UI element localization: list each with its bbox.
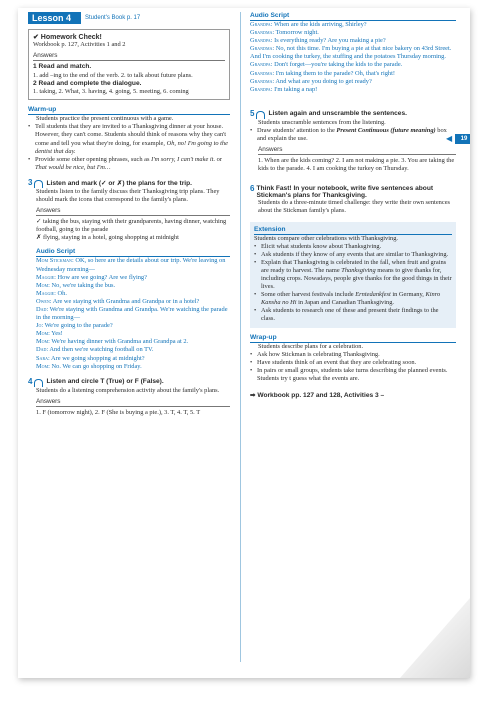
answers-label: Answers xyxy=(36,397,61,405)
script-line xyxy=(36,322,230,330)
warmup-heading: Warm-up xyxy=(28,106,57,114)
speaker-name: Mom: xyxy=(36,338,50,346)
extension-bullet-4: • Some other harvest festivals include Erntedankfest in Germany, Kinro Kansha no Hi in Japan and Canadian Thanksgiving. xyxy=(254,291,452,307)
script-line xyxy=(36,346,230,354)
script-line xyxy=(250,29,456,37)
answers-label: Answers xyxy=(36,207,61,215)
wrapup-heading: Wrap-up xyxy=(250,333,277,341)
script-line xyxy=(36,290,230,298)
line-text: OK, so here are the details about our trip. We're leaving on Wednesday morning— xyxy=(36,257,226,273)
extension-bullet-3: • Explain that Thanksgiving is celebrated in the fall, when fruit and grains are ready to harvest. The name Thanksgiving means to give thanks for, including crops. Nowadays, people give thanks for the good things in their lives. xyxy=(254,259,452,291)
activity-3-answer-1: ✓ taking the bus, staying with their grandparents, having dinner, watching football, going to the parade xyxy=(36,218,227,234)
script-line xyxy=(250,61,456,69)
script-line xyxy=(36,274,230,282)
speaker-name: Grandma: xyxy=(250,29,275,37)
line-text: And what are you doing to get ready? xyxy=(274,77,372,85)
line-text: I'm taking a nap! xyxy=(272,85,318,93)
warmup-intro: Students practice the present continuous with a game. xyxy=(36,115,174,123)
homework-title: ✔ Homework Check! xyxy=(33,34,102,41)
script-line xyxy=(36,355,230,363)
script-line xyxy=(36,363,230,371)
script-line xyxy=(250,37,456,45)
line-text: No, we're taking the bus. xyxy=(49,281,116,289)
column-divider xyxy=(240,12,241,662)
line-text: Is everything ready? Are you making a pie? xyxy=(272,37,386,45)
speaker-name: Grandma: xyxy=(250,69,275,77)
speaker-name: Mom Stickman: xyxy=(36,257,74,265)
warmup-bullet-2: • Provide some other opening phrases, such as I'm sorry, I can't make it. or That would be nice, but I'm… xyxy=(28,156,230,172)
arrow-left-icon: ◀ xyxy=(446,134,453,143)
lesson-header xyxy=(28,12,230,24)
activity-3-answer-2: ✗ flying, staying in a hotel, going shopping at midnight xyxy=(36,234,179,242)
activity-5-answers: 1. When are the kids coming? 2. I am not making a pie. 3. You are taking the kids to the parade. 4. I am cooking the turkey on Thursday. xyxy=(258,157,455,173)
extension-heading: Extension xyxy=(254,225,286,233)
q2-title: 2 Read and complete the dialogue. xyxy=(33,79,142,87)
activity-3-text: Students listen to the family discuss their Thanksgiving trip plans. They should mark the icons that correspond to the family's plans. xyxy=(36,187,220,204)
line-text: How are we going? Are we flying? xyxy=(55,273,147,281)
activity-5-title: 5 Listen again and unscramble the sentences. xyxy=(250,108,407,118)
lesson-tag: Lesson 4 xyxy=(28,12,81,24)
answers-label: Answers xyxy=(33,52,58,60)
audio-script-heading: Audio Script xyxy=(36,248,76,256)
line-text: I'm taking them to the parade? Oh, that's right! xyxy=(274,69,396,77)
activity-4-text: Students do a listening comprehension activity about the family's plans. xyxy=(36,386,220,394)
line-text: Don't forget—you're taking the kids to the parade. xyxy=(272,61,403,69)
q1-title: 1 Read and match. xyxy=(33,63,92,71)
wrapup-bullet-1: • Ask how Stickman is celebrating Thanksgiving. xyxy=(250,351,456,359)
script-line xyxy=(250,21,456,29)
line-text: Tomorrow night. xyxy=(274,29,319,37)
script-line xyxy=(250,78,456,86)
audio-script-1 xyxy=(28,248,230,370)
extension-bullet-2: • Ask students if they know of any events that are similar to Thanksgiving. xyxy=(254,251,452,259)
speaker-name: Grandpa: xyxy=(250,37,273,45)
speaker-name: Maggie: xyxy=(36,289,56,297)
script-line xyxy=(36,306,230,322)
speaker-name: Grandpa: xyxy=(250,85,273,93)
activity-4-answers: 1. F (tomorrow night), 2. F (She is buying a pie.), 3. T, 4. T, 5. T xyxy=(36,408,201,416)
line-text: Are we going shopping at midnight? xyxy=(49,354,145,362)
script-line xyxy=(250,86,456,94)
script-line xyxy=(36,338,230,346)
activity-6-text: Students do a three-minute timed challenge: they write their own sentences about the Stickman family's plans. xyxy=(258,199,451,215)
extension-box xyxy=(250,222,456,328)
speaker-name: Grandpa: xyxy=(250,21,273,28)
line-text: We're staying with Grandma and Grandpa. We're watching the parade in the morning— xyxy=(36,305,228,322)
line-text: No. We can go shopping on Friday. xyxy=(49,362,142,370)
right-column xyxy=(250,8,456,399)
script-line xyxy=(250,45,456,61)
activity-3-title: 3 Listen and mark (✓ or ✗) the plans for the trip. xyxy=(28,177,192,187)
speaker-name: Mom: xyxy=(36,281,50,289)
speaker-name: Mom: xyxy=(36,362,50,370)
audio-script-2-lines xyxy=(250,21,456,94)
wrapup-intro: Students describe plans for a celebration. xyxy=(258,342,364,350)
speaker-name: Mom: xyxy=(36,330,50,338)
speaker-name: Grandma: xyxy=(250,77,275,85)
audio-script-heading: Audio Script xyxy=(250,12,290,19)
line-text: Are we staying with Grandma and Grandpa or in a hotel? xyxy=(51,297,200,305)
script-line xyxy=(36,298,230,306)
workbook-reference: ➡ Workbook pp. 127 and 128, Activities 3 – xyxy=(250,392,385,399)
speaker-name: Dad: xyxy=(36,346,49,354)
page-curl xyxy=(400,598,470,678)
answers-label: Answers xyxy=(258,146,283,154)
line-text: And then we're watching football on TV. xyxy=(48,346,154,354)
line-text: When are the kids arriving, Shirley? xyxy=(272,21,367,28)
audio-script-2 xyxy=(250,12,456,94)
headphones-icon xyxy=(34,180,43,188)
teacher-guide-page xyxy=(18,8,470,678)
script-line xyxy=(36,282,230,290)
extension-bullet-1: • Elicit what students know about Thanksgiving. xyxy=(254,243,452,251)
wrapup-bullet-3: • In pairs or small groups, students take turns describing the planned events. Students try t guess what the events are. xyxy=(250,367,456,383)
speaker-name: Grandpa: xyxy=(250,61,273,69)
line-text: We're going to the parade? xyxy=(43,322,113,330)
speaker-name: Sara: xyxy=(36,354,50,362)
audio-script-1-lines xyxy=(36,257,230,370)
homework-check-box xyxy=(28,29,230,100)
speaker-name: Owen: xyxy=(36,297,52,305)
wrapup-bullet-2: • Have students think of an event that they are celebrating soon. xyxy=(250,359,456,367)
headphones-icon xyxy=(34,379,43,387)
q1-text: 1. add –ing to the end of the verb. 2. to talk about future plans. xyxy=(33,71,193,79)
line-text: No, not this time. I'm buying a pie at that nice bakery on 43rd Street. And I'm cooking the turkey, the stuffing and the potatoes Thursday morning. xyxy=(250,45,452,61)
headphones-icon xyxy=(256,111,265,119)
extension-bullet-5: • Ask students to research one of these and present their findings to the class. xyxy=(254,307,452,323)
line-text: We're having dinner with Grandma and Grandpa at 2. xyxy=(49,338,189,346)
activity-4-title: 4 Listen and circle T (True) or F (False). xyxy=(28,376,164,386)
speaker-name: Maggie: xyxy=(36,273,56,281)
activity-5-bullet: • Draw students' attention to the Present Continuous (future meaning) box and explain the use. xyxy=(250,127,456,143)
line-text: Oh. xyxy=(55,289,67,297)
speaker-name: Jo: xyxy=(36,322,44,330)
script-line xyxy=(250,70,456,78)
extension-intro: Students compare other celebrations with Thanksgiving. xyxy=(254,234,398,242)
speaker-name: Dad: xyxy=(36,305,49,313)
script-line xyxy=(36,257,230,273)
book-reference: Student's Book p. 17 xyxy=(85,15,141,21)
homework-line: Workbook p. 127, Activities 1 and 2 xyxy=(33,41,126,48)
warmup-bullet-1: • Tell students that they are invited to a Thanksgiving dinner at your house. However, they can't come. Students should think of reasons why they can't come and tell you what they're doing, for example, Oh, no! I'm going to the dentist that day. xyxy=(28,123,230,155)
left-column xyxy=(28,8,230,417)
activity-5-text: Students unscramble sentences from the listening. xyxy=(258,118,386,126)
script-line xyxy=(36,330,230,338)
q2-text: 1. taking, 2. What, 3. having, 4. going, 5. meeting, 6. coming xyxy=(33,88,189,96)
answers-rule xyxy=(33,60,225,61)
line-text: Yes! xyxy=(49,330,63,338)
activity-6-title: 6 Think Fast! In your notebook, write five sentences about Stickman's plans for Thanksgiving. xyxy=(250,184,434,200)
speaker-name: Grandma: xyxy=(250,45,275,53)
page-number-tab: 19 xyxy=(455,134,470,144)
